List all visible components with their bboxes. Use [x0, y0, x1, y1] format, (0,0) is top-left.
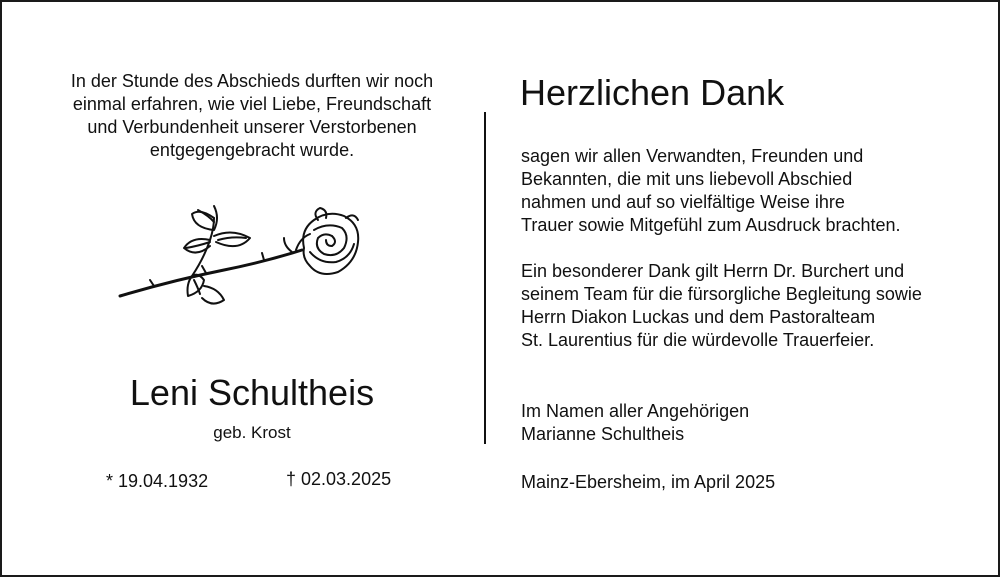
paragraph-line: Herrn Diakon Luckas und dem Pastoralteam — [521, 307, 876, 327]
intro-line: einmal erfahren, wie viel Liebe, Freundschaft — [72, 94, 432, 114]
signature — [521, 400, 749, 446]
rose-icon — [114, 200, 374, 312]
intro-line: und Verbundenheit unserer Verstorbenen — [87, 117, 417, 137]
intro-line: In der Stunde des Abschieds durften wir noch — [70, 71, 434, 91]
place-date: Mainz-Ebersheim, im April 2025 — [521, 472, 776, 492]
signature-name: Marianne Schultheis — [521, 424, 685, 444]
paragraph-line: nahmen und auf so vielfältige Weise ihre — [521, 192, 845, 212]
signature-line: Im Namen aller Angehörigen — [521, 401, 750, 421]
paragraph-line: Bekannten, die mit uns liebevoll Abschied — [521, 169, 853, 189]
paragraph-line: St. Laurentius für die würdevolle Trauerfeier. — [521, 330, 875, 350]
vertical-divider — [484, 112, 486, 444]
death-date: † 02.03.2025 — [286, 469, 392, 489]
birth-date: * 19.04.1932 — [106, 471, 209, 491]
paragraph-line: Trauer sowie Mitgefühl zum Ausdruck brachten. — [521, 215, 901, 235]
paragraph-line: sagen wir allen Verwandten, Freunden und — [521, 146, 864, 166]
paragraph-line: seinem Team für die fürsorgliche Begleitung sowie — [521, 284, 922, 304]
paragraph-line: Ein besonderer Dank gilt Herrn Dr. Burchert und — [521, 261, 905, 281]
special-thanks-paragraph — [521, 260, 922, 352]
thanks-heading: Herzlichen Dank — [520, 72, 785, 113]
deceased-name: Leni Schultheis — [129, 372, 375, 413]
intro-line: entgegengebracht wurde. — [149, 140, 355, 160]
thanks-paragraph — [521, 145, 901, 237]
intro-text — [32, 70, 472, 162]
maiden-name: geb. Krost — [213, 423, 291, 442]
